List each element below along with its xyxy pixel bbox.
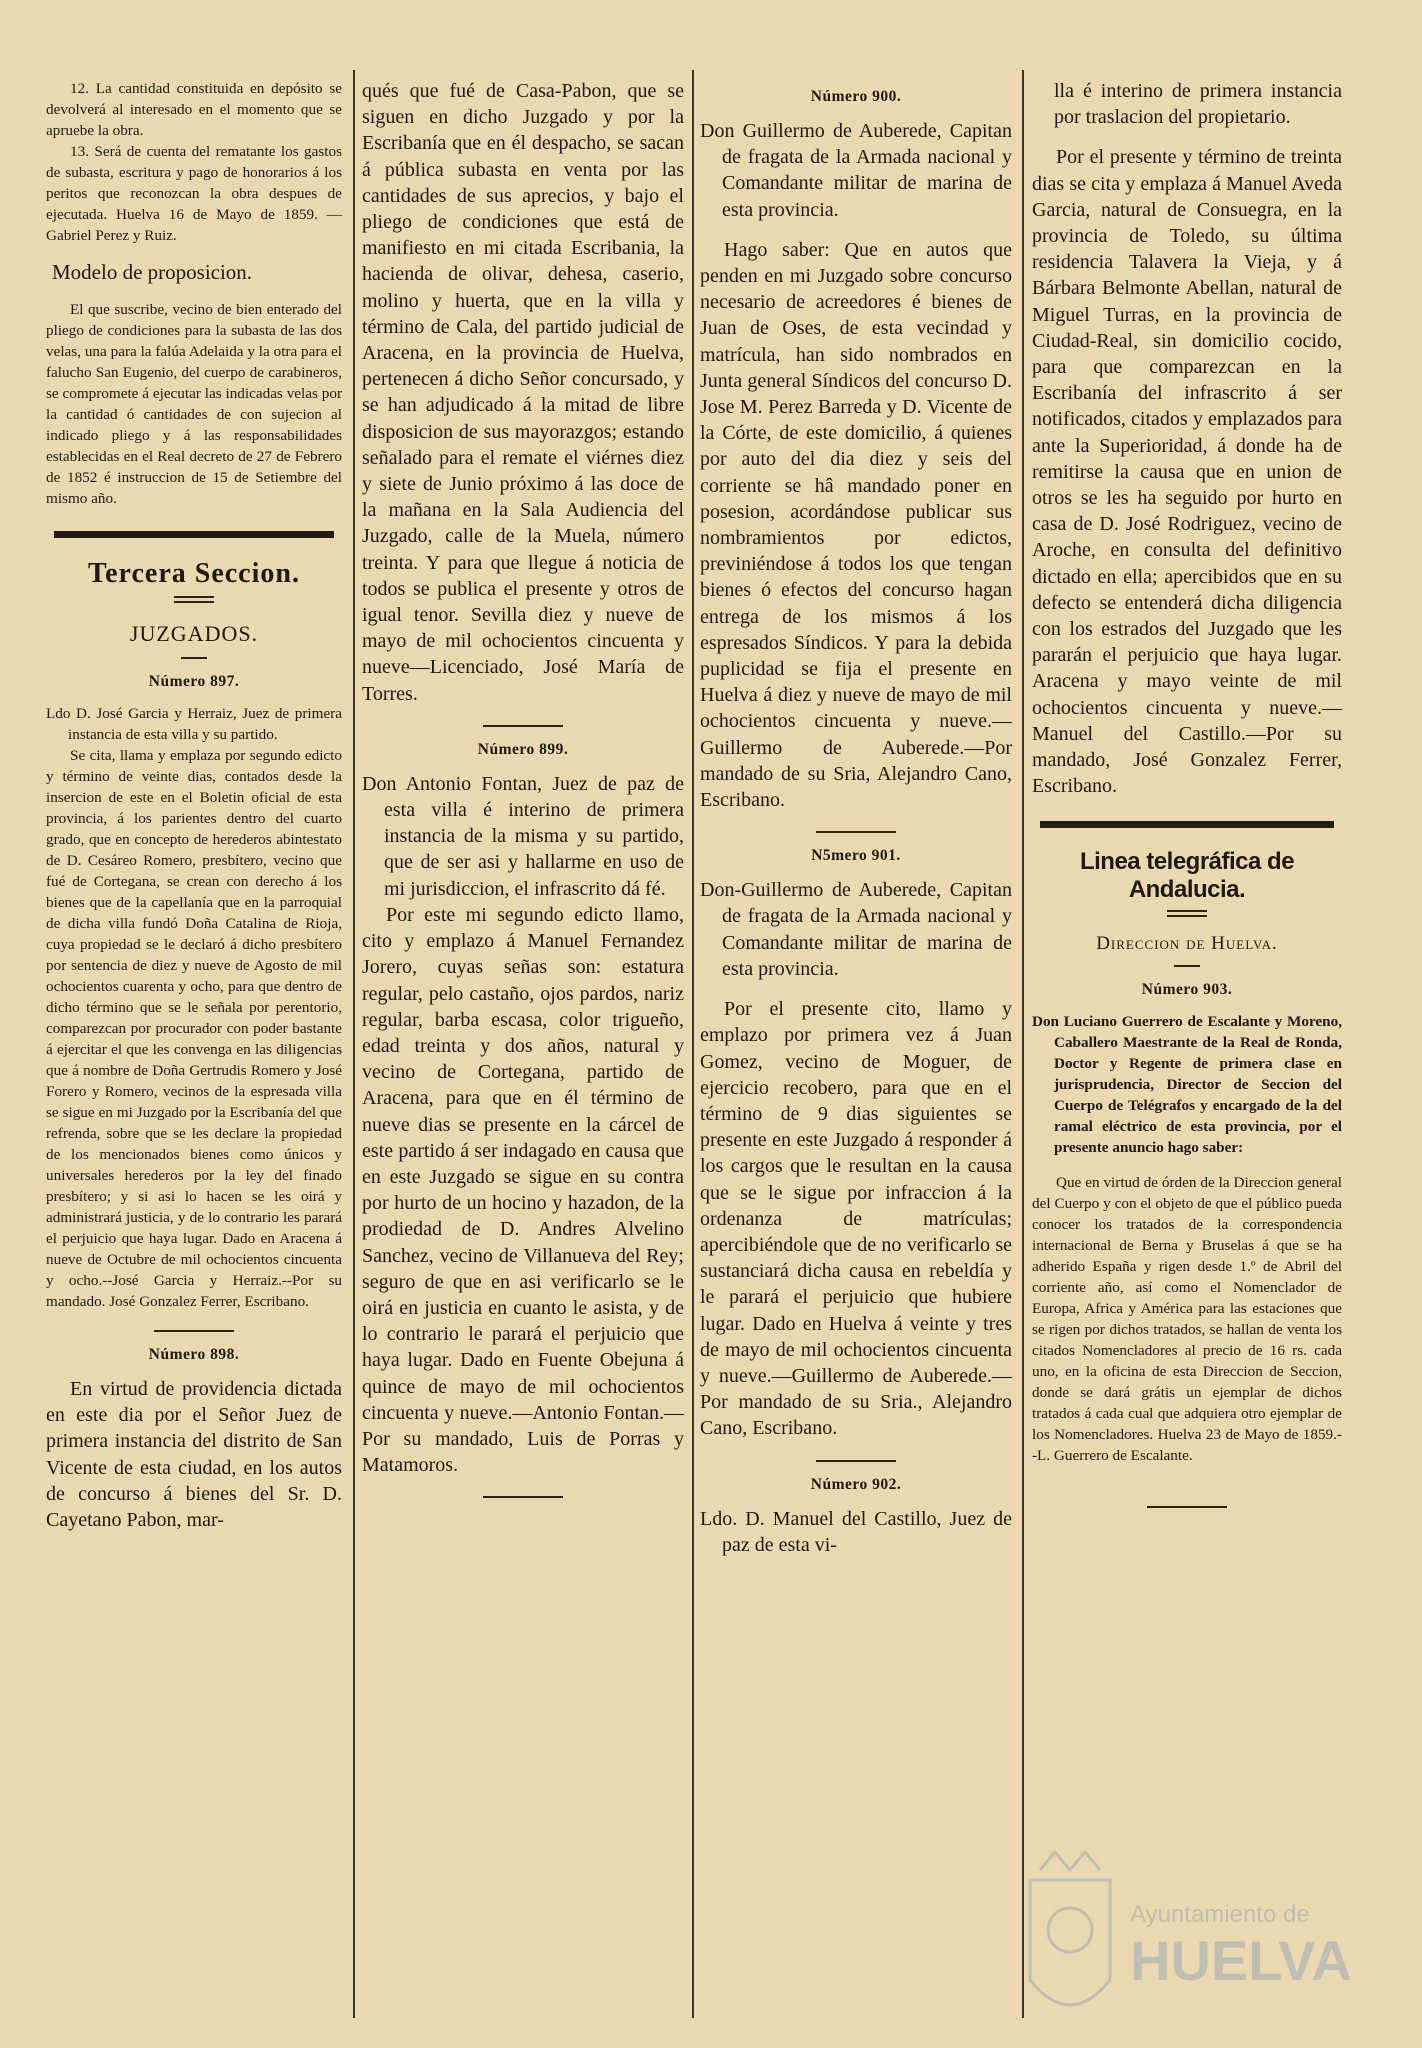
separator-rule	[483, 1496, 563, 1498]
notice-902-intro: Ldo. D. Manuel del Castillo, Juez de paz de esta vi-	[700, 1507, 1012, 1556]
notice-899-intro: Don Antonio Fontan, Juez de paz de esta villa é interino de primera instancia de la misma y su partido, que de ser asi y hallarme en uso de mi jurisdiccion, el infrascrito dá fé.	[362, 772, 684, 900]
direccion-heading: Direccion de Huelva.	[1096, 933, 1278, 955]
notice-901-intro: Don-Guillermo de Auberede, Capitan de fragata de la Armada nacional y Comandante militar de marina de esta provincia.	[700, 879, 1012, 980]
modelo-heading: Modelo de proposicion.	[52, 260, 253, 284]
notice-number-902: Número 902.	[810, 1475, 902, 1493]
column-1	[46, 78, 342, 1533]
notice-number-901: N5mero 901.	[811, 847, 901, 865]
separator-rule	[816, 1460, 896, 1462]
notice-number-898: Número 898.	[148, 1346, 240, 1363]
column-2	[362, 78, 684, 1512]
notice-897-intro: Ldo D. José Garcia y Herraiz, Juez de primera instancia de esta villa y su partido.	[46, 705, 342, 743]
telegraph-heading: Linea telegráfica de Andalucia.	[1079, 848, 1295, 904]
short-rule	[1174, 965, 1200, 967]
juzgados-heading: JUZGADOS.	[129, 621, 259, 646]
watermark-line-1: Ayuntamiento de	[1130, 1901, 1310, 1928]
notice-898-continued: qués que fué de Casa-Pabon, que se siguen en dicho Juzgado y por la Escribanía que en él despacho, se sacan á pública subasta en venta por las cantidades de sus aprecios, y bajo el pliego de condiciones que está de manifiesto en mi citada Escribania, la hacienda de olivar, dehesa, caserio, molino y huerta, que en la villa y término de Cala, del partido judicial de Aracena, en la provincia de Huelva, pertenecen á dicho Señor concursado, y se han adjudicado á la mitad de libre disposicion de sus mayorazgos; estando señalado para el remate el viérnes diez y siete de Junio próximo á las doce de la mañana en la Sala Audiencia del Juzgado, calle de la Muela, número treinta. Y para que llegue á noticia de todos se publica el presente y otros de igual tenor. Sevilla diez y nueve de mayo de mil ochocientos cincuenta y nueve—Licenciado, José María de Torres.	[362, 80, 684, 705]
double-rule	[1167, 910, 1207, 917]
notice-902-body: Por el presente y término de treinta dias se cita y emplaza á Manuel Aveda Garcia, natural de Consuegra, en la provincia de Toledo, su última residencia Talavera la Vieja, y á Bárbara Belmonte Abellan, natural de Miguel Turras, en la provincia de Ciudad-Real, sin domicilio cocido, para que comparezcan en la Escribanía del infrascrito á ser notificados, citados y emplazados para ante la Superioridad, á donde ha de remitirse la causa que en union de otros se les ha seguido por hurto en casa de D. José Rodriguez, vecino de Aroche, en consulta del definitivo dictado en ella; apercibidos que en su defecto se entenderá dicha diligencia con los estrados del Juzgado que les pararán el perjuicio que haya lugar. Aracena y mayo veinte de mil ochocientos cincuenta y nueve.—Manuel del Castillo.—Por su mandado, José Gonzalez Ferrer, Escribano.	[1032, 146, 1342, 798]
section-rule	[54, 531, 334, 538]
notice-900-body: Hago saber: Que en autos que penden en mi Juzgado sobre concurso necesario de acreedores é bienes de Juan de Oses, de esta vecindad y matrícula, han sido nombrados en Junta general Síndicos del concurso D. Jose M. Perez Barreda y D. Vicente de la Córte, de este domicilio, á quienes por auto del dia diez y seis del corriente se hâ mandado poner en posesion, acordándose publicar sus nombramientos por edictos, previniéndose á todos los que tengan bienes ó efectos del concurso hagan entrega de los mismos á los espresados Síndicos. Y para la debida puplicidad se fija el presente en Huelva á diez y nueve de mayo de mil ochocientos cincuenta y nueve.—Guillermo de Auberede.—Por mandado de su Sria, Alejandro Cano, Escribano.	[700, 238, 1012, 812]
notice-number-897: Número 897.	[148, 673, 240, 690]
column-4	[1032, 78, 1342, 1522]
short-rule	[181, 657, 207, 659]
column-divider	[692, 70, 694, 2018]
separator-rule	[1147, 1506, 1227, 1508]
notice-903-intro: Don Luciano Guerrero de Escalante y Moreno, Caballero Maestrante de la Real de Ronda, Doctor y Regente de primera clase en jurisprudencia, Director de Seccion del Cuerpo de Telégrafos y encargado de la del ramal eléctrico de esta provincia, por el presente anuncio hago saber:	[1032, 1013, 1342, 1157]
huelva-watermark-logo	[1010, 1840, 1350, 2040]
column-divider	[353, 70, 355, 2018]
condition-13: 13. Será de cuenta del rematante los gastos de subasta, escritura y pago de honorarios á los peritos que reconozcan la obra despues de ejecutada. Huelva 16 de Mayo de 1859. —Gabriel Perez y Ruiz.	[46, 143, 342, 244]
notice-901-body: Por el presente cito, llamo y emplazo por primera vez á Juan Gomez, vecino de Moguer, de ejercicio recobero, para que en el término de 9 dias siguientes se presente en este Juzgado á responder á los cargos que le resultan en la causa que se le sigue por infraccion á la ordenanza de matrículas; apercibiéndole que de no verificarlo se sustanciará dicha causa en rebeldía y le parará el perjuicio que hubiere lugar. Dado en Huelva á veinte y tres de mayo de mil ochocientos cincuenta y nueve.—Guillermo de Auberede.—Por mandado de su Sria., Alejandro Cano, Escribano.	[700, 998, 1012, 1440]
watermark-line-2: HUELVA	[1130, 1929, 1350, 1992]
section-rule	[1040, 821, 1334, 828]
separator-rule	[154, 1330, 234, 1332]
notice-900-intro: Don Guillermo de Auberede, Capitan de fragata de la Armada nacional y Comandante militar de marina de esta provincia.	[700, 120, 1012, 221]
separator-rule	[816, 831, 896, 833]
double-rule	[174, 596, 214, 603]
notice-898-body: En virtud de providencia dictada en este dia por el Señor Juez de primera instancia del distrito de San Vicente de esta ciudad, en los autos de concurso á bienes del Sr. D. Cayetano Pabon, mar-	[46, 1378, 342, 1532]
notice-897-body: Se cita, llama y emplaza por segundo edicto y término de veinte dias, contados desde la insercion de este en el Boletin oficial de esta provincia, á los parientes dentro del cuarto grado, que en concepto de herederos abintestato de D. Cesáreo Romero, presbítero, vecino que fué de Cortegana, se crean con derecho á los bienes que de la capellanía que en la parroquial de dicha villa fundó Doña Catalina de Rioja, cuya propiedad se le declaró á dicho presbítero por sentencia de diez y nueve de Agosto de mil ochocientos cuarenta y ocho, para que dentro de dicho término que se le señala por perentorio, comparezcan por procurador con poder bastante á ejercitar el que les convenga en las diligencias que á nombre de Doña Gertrudis Romero y José Forero y Romero, vecinos de la espresada villa se sigue en mi Juzgado por la Escribanía del que refrenda, sobre que se les declare la propiedad de los mencionados bienes como únicos y universales herederos por la ley del finado presbítero; y si asi lo hacen se les oirá y administrará justicia, y de lo contrario les parará el perjuicio que haya lugar. Dado en Aracena á nueve de Octubre de mil ochocientos cincuenta y ocho.--José Garcia y Herraiz.--Por su mandado. José Gonzalez Ferrer, Escribano.	[46, 747, 342, 1310]
notice-number-900: Número 900.	[810, 88, 902, 105]
condition-12: 12. La cantidad constituida en depósito se devolverá al interesado en el momento que se apruebe la obra.	[46, 80, 342, 139]
notice-902-continued: lla é interino de primera instancia por traslacion del propietario.	[1054, 80, 1342, 129]
notice-number-903: Número 903.	[1141, 981, 1233, 999]
notice-899-body: Por este mi segundo edicto llamo, cito y emplazo á Manuel Fernandez Jorero, cuyas señas son: estatura regular, pelo castaño, ojos pardos, nariz regular, barba escasa, color trigueño, edad treinta y dos años, natural y vecino de Cortegana, partido de Aracena, para que en él término de nueve dias se presente en la cárcel de este partido á ser indagado en causa que en este Juzgado se sigue en su contra por hurto de un hocino y hazadon, de la prodiedad de D. Andres Alvelino Sanchez, vecino de Villanueva del Rey; seguro de que en asi verificarlo se le oirá en justicia en cuanto le asista, y de lo contrario le parará el perjuicio que haya lugar. Dado en Fuente Obejuna á quince de mayo de mil ochocientos cincuenta y nueve.—Antonio Fontan.—Por su mandado, Luis de Porras y Matamoros.	[362, 903, 684, 1477]
notice-number-899: Número 899.	[477, 740, 569, 758]
column-divider	[1022, 70, 1024, 2018]
separator-rule	[483, 725, 563, 727]
modelo-text: El que suscribe, vecino de bien enterado del pliego de condiciones para la subasta de las dos velas, una para la falúa Adelaida y la otra para el falucho San Eugenio, del cuerpo de carabineros, se compromete á ejecutar las indicadas velas por la cantidad ó cantidades de con sujecion al indicado pliego y á las responsabilidades establecidas en el Real decreto de 27 de Febrero de 1852 é instruccion de 15 de Setiembre del mismo año.	[46, 301, 342, 507]
section-heading: Tercera Seccion.	[88, 558, 300, 589]
notice-903-body: Que en virtud de órden de la Direccion general del Cuerpo y con el objeto de que el público pueda conocer los tratados de la correspondencia internacional de Berna y Bruselas á que se ha adherido España y rigen desde 1.º de Abril del corriente año, así como el Nomenclador de Europa, Africa y América para las estaciones que se rigen por dichos tratados, se hallan de venta los citados Nomencladores al precio de 16 rs. cada uno, en la oficina de esta Direccion de Seccion, donde se dará grátis un ejemplar de dichos tratados á cada cual que adquiera otro ejemplar de los Nomencladores. Huelva 23 de Mayo de 1859.--L. Guerrero de Escalante.	[1032, 1174, 1342, 1465]
column-3	[700, 78, 1012, 1558]
